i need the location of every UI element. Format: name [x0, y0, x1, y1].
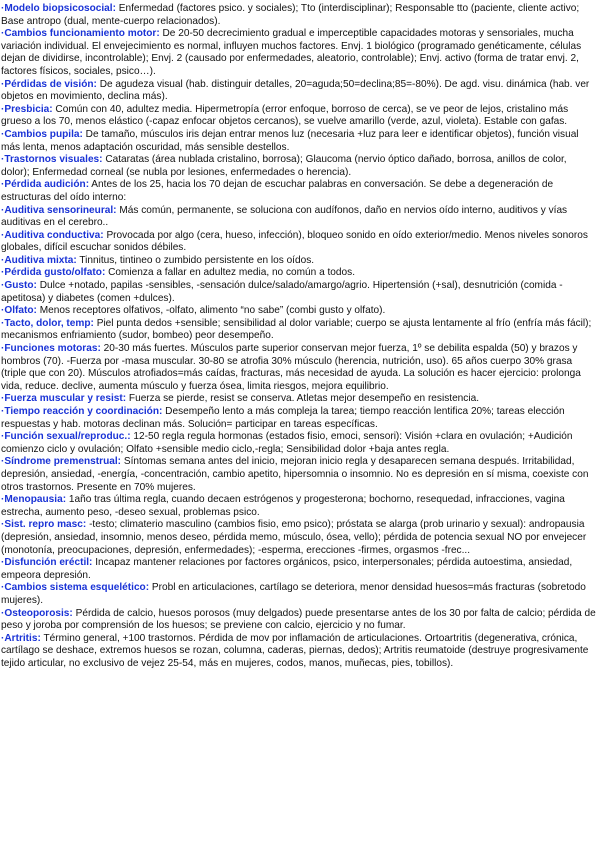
- entry: [1, 557, 597, 582]
- entry-text: Tinnitus, tintineo o zumbido persistente en los oídos.: [76, 254, 315, 266]
- entry-term: ·Pérdida gusto/olfato:: [1, 267, 106, 279]
- entry: [1, 104, 597, 129]
- entry-term: ·Pérdida audición:: [1, 179, 90, 191]
- entry-text: De 20-50 decrecimiento gradual e imperceptible capacidades motoras y sensoriales, mucha variación individual. El envejecimiento es normal, influyen muchos factores. Envj. 1 biológico (programado genéticamente, células dejan de dividirse, incontrolable); Envj. 2 (causado por enfermedades, aleatorio, controlable); Envj. activo (forma de tratar envj. 2, factores físicos, sociales, psico…).: [1, 28, 582, 77]
- entry-text: Comienza a fallar en adultez media, no común a todos.: [105, 267, 355, 279]
- entry: [1, 456, 597, 494]
- entry: [1, 205, 597, 230]
- entry-text: Más común, permanente, se soluciona con audífonos, daño en nervios oído interno, auditivos y vías auditivas en el cerebro..: [1, 204, 568, 229]
- entry-text: Pérdida de calcio, huesos porosos (muy delgados) puede presentarse antes de los 30 por falta de calcio; pérdida de peso y joroba por comprensión de los huesos; se previene con calcio, ejercicio y no fumar.: [1, 607, 596, 632]
- entry-text: Provocada por algo (cera, hueso, infección), bloqueo sonido en oído exterior/medio. Menos niveles sonoros globales, difícil escuchar sonidos débiles.: [1, 229, 588, 254]
- entry-term: ·Funciones motoras:: [1, 343, 101, 355]
- entry-term: ·Disfunción eréctil:: [1, 557, 93, 569]
- entry-term: ·Fuerza muscular y resist:: [1, 393, 127, 405]
- entry-term: ·Tiempo reacción y coordinación:: [1, 406, 163, 417]
- entry: [1, 519, 597, 557]
- entry-term: ·Auditiva sensorineural:: [1, 204, 117, 216]
- entry-text: Común con 40, adultez media. Hipermetropía (error enfoque, borroso de cerca), se ve peor de lejos, cristalino más grueso a los 70, menos elástico (-capaz enfocar objetos cercanos), se vuelve amarillo (verde, azul, violeta). Estable con gafas.: [1, 103, 569, 128]
- entry: [1, 3, 597, 28]
- entry-text: 20-30 más fuertes. Músculos parte superior conservan mejor fuerza, 1º se debilita espalda (50) y brazos y hombros (70). -Fuerza por -masa muscular. 30-80 se atrofia 30% músculo (herencia, nutrición, uso). 65 años cuerpo 30% grasa (triple que con 20). Músculos atrofiados=más caídas, fracturas, más necesidad de ayuda. La solución es hacer ejercicio: prolonga vida, reduce. declive, aumenta músculo y fuerza ósea, limita riesgos, mejora equilibrio.: [1, 343, 581, 392]
- entry: [1, 28, 597, 78]
- entry-text: Síntomas semana antes del inicio, mejoran inicio regla y desaparecen semana después. Irritabilidad, depresión, ansiedad, -energía, -concentración, cambio apetito, hipersomnia o insomnio. No es depresión en sí misma, coexiste con otros trastornos. Presente en 70% mujeres.: [1, 456, 589, 493]
- entry-term: ·Auditiva conductiva:: [1, 229, 104, 241]
- entry-term: ·Función sexual/reproduc.:: [1, 431, 131, 443]
- entry-term: ·Sist. repro masc:: [1, 519, 87, 531]
- entry-text: 1año tras última regla, cuando decaen estrógenos y progesterona; bochorno, resequedad, infracciones, vagina estrecha, aumento peso, -deseo sexual, problemas psico.: [1, 494, 565, 518]
- entry-term: ·Trastornos visuales:: [1, 154, 103, 166]
- entry: [1, 633, 597, 671]
- entry: [1, 343, 597, 393]
- entry: [1, 608, 597, 633]
- entry: [1, 406, 597, 431]
- entry-text: Menos receptores olfativos, -olfato, alimento “no sabe” (combi gusto y olfato).: [36, 305, 386, 317]
- entry-term: ·Gusto:: [1, 280, 37, 292]
- entry-text: Piel punta dedos +sensible; sensibilidad al dolor variable; cuerpo se ajusta lentamente al frío (enfría más fácil); mecanismos enfriamiento (sudor, bombeo) peor desempeño.: [1, 317, 592, 342]
- entry-term: ·Auditiva mixta:: [1, 254, 77, 266]
- entry-text: Enfermedad (factores psico. y sociales); Tto (interdisciplinar); Responsable tto (paciente, cliente activo; Base antropo (dual, mente-cuerpo relacionados).: [1, 3, 580, 27]
- entry-term: ·Modelo biopsicosocial:: [1, 3, 116, 14]
- entry-text: 12-50 regla regula hormonas (estados fisio, emoci, sensori): Visión +clara en ovulación; +Audición comienzo ciclo y ovulación; Olfato +sensible medio ciclo,-regla; Sensibilidad dolor +baja antes regla.: [1, 431, 573, 455]
- entry-text: De tamaño, músculos iris dejan entrar menos luz (necesaria +luz para leer e identificar objetos), función visual más lenta, menos adaptación oscuridad, más sensible destellos.: [1, 128, 579, 153]
- entry-term: ·Menopausia:: [1, 494, 67, 506]
- entry: [1, 305, 597, 318]
- entry-term: ·Pérdidas de visión:: [1, 78, 97, 90]
- entry-term: ·Osteoporosis:: [1, 607, 73, 619]
- entry: [1, 255, 597, 268]
- entry: [1, 230, 597, 255]
- entry: [1, 431, 597, 456]
- entry: [1, 267, 597, 280]
- entry-text: De agudeza visual (hab. distinguir detalles, 20=aguda;50=declina;85=-80%). De agd. visu. dinámica (hab. ver objetos en movimiento, declina más).: [1, 78, 590, 103]
- entry: [1, 494, 597, 519]
- entry-text: Dulce +notado, papilas -sensibles, -sensación dulce/salado/amargo/agrio. Hipertensión (+sal), desnutrición (comida -apetitosa) y diabetes (comen +dulces).: [1, 280, 563, 304]
- entry-term: ·Olfato:: [1, 305, 37, 317]
- entry: [1, 318, 597, 343]
- entry-term: ·Cambios pupila:: [1, 128, 83, 140]
- entry: [1, 154, 597, 179]
- entry: [1, 129, 597, 154]
- entry: [1, 280, 597, 305]
- entry-term: ·Síndrome premenstrual:: [1, 456, 122, 468]
- entry-text: Fuerza se pierde, resist se conserva. Atletas mejor desempeño en resistencia.: [126, 393, 480, 405]
- entry: [1, 582, 597, 607]
- entry-text: -testo; climaterio masculino (cambios fisio, emo psico); próstata se alarga (prob urinario y sexual): andropausia (depresión, ansiedad, insomnio, menos deseo, pérdida memo, músculo, ósea, vello); pérdida de potencia sexual NO por envejecer (monotonía, preocupaciones, depresión, enfermedades); -esperma, erecciones -firmes, orgasmos -frec...: [1, 519, 587, 556]
- entry-term: ·Presbicia:: [1, 103, 53, 115]
- entry-text: Cataratas (área nublada cristalino, borrosa); Glaucoma (nervio óptico dañado, borrosa, anillos de color, dolor); Enfermedad corneal (se nubla por lesiones, enfermedades o herencia).: [1, 154, 567, 178]
- entry-text: Incapaz mantener relaciones por factores orgánicos, psico, interpersonales; pérdida autoestima, ansiedad, empeora depresión.: [1, 557, 573, 581]
- entry-text: Desempeño lento a más compleja la tarea; tiempo reacción lentifica 20%; tareas elección respuestas y hab. motoras declinan más. Solución= participar en tareas específicas.: [1, 406, 565, 430]
- entry-term: ·Cambios funcionamiento motor:: [1, 28, 160, 40]
- entry-term: ·Cambios sistema esquelético:: [1, 582, 150, 594]
- entry: [1, 393, 597, 406]
- entry-text: Término general, +100 trastornos. Pérdida de mov por inflamación de articulaciones. Ortoartritis (degenerativa, crónica, cartílago se deshace, extremos huesos se rozan, columna, caderas, piernas, dedos); Artritis reumatoide (destruye progresivamente tejido articular, no exclusivo de vejez 25-54, más en mujeres, codos, manos, muñecas, pies, tobillos).: [1, 632, 589, 669]
- entry-text: Probl en articulaciones, cartílago se deteriora, menor densidad huesos=más fracturas (sobretodo mujeres).: [1, 582, 586, 606]
- entry-text: Antes de los 25, hacia los 70 dejan de escuchar palabras en conversación. Se debe a degeneración de estructuras del oído interno:: [1, 179, 554, 203]
- entry-term: ·Tacto, dolor, temp:: [1, 317, 94, 329]
- entry-term: ·Artritis:: [1, 632, 41, 644]
- entry: [1, 179, 597, 204]
- entry: [1, 79, 597, 104]
